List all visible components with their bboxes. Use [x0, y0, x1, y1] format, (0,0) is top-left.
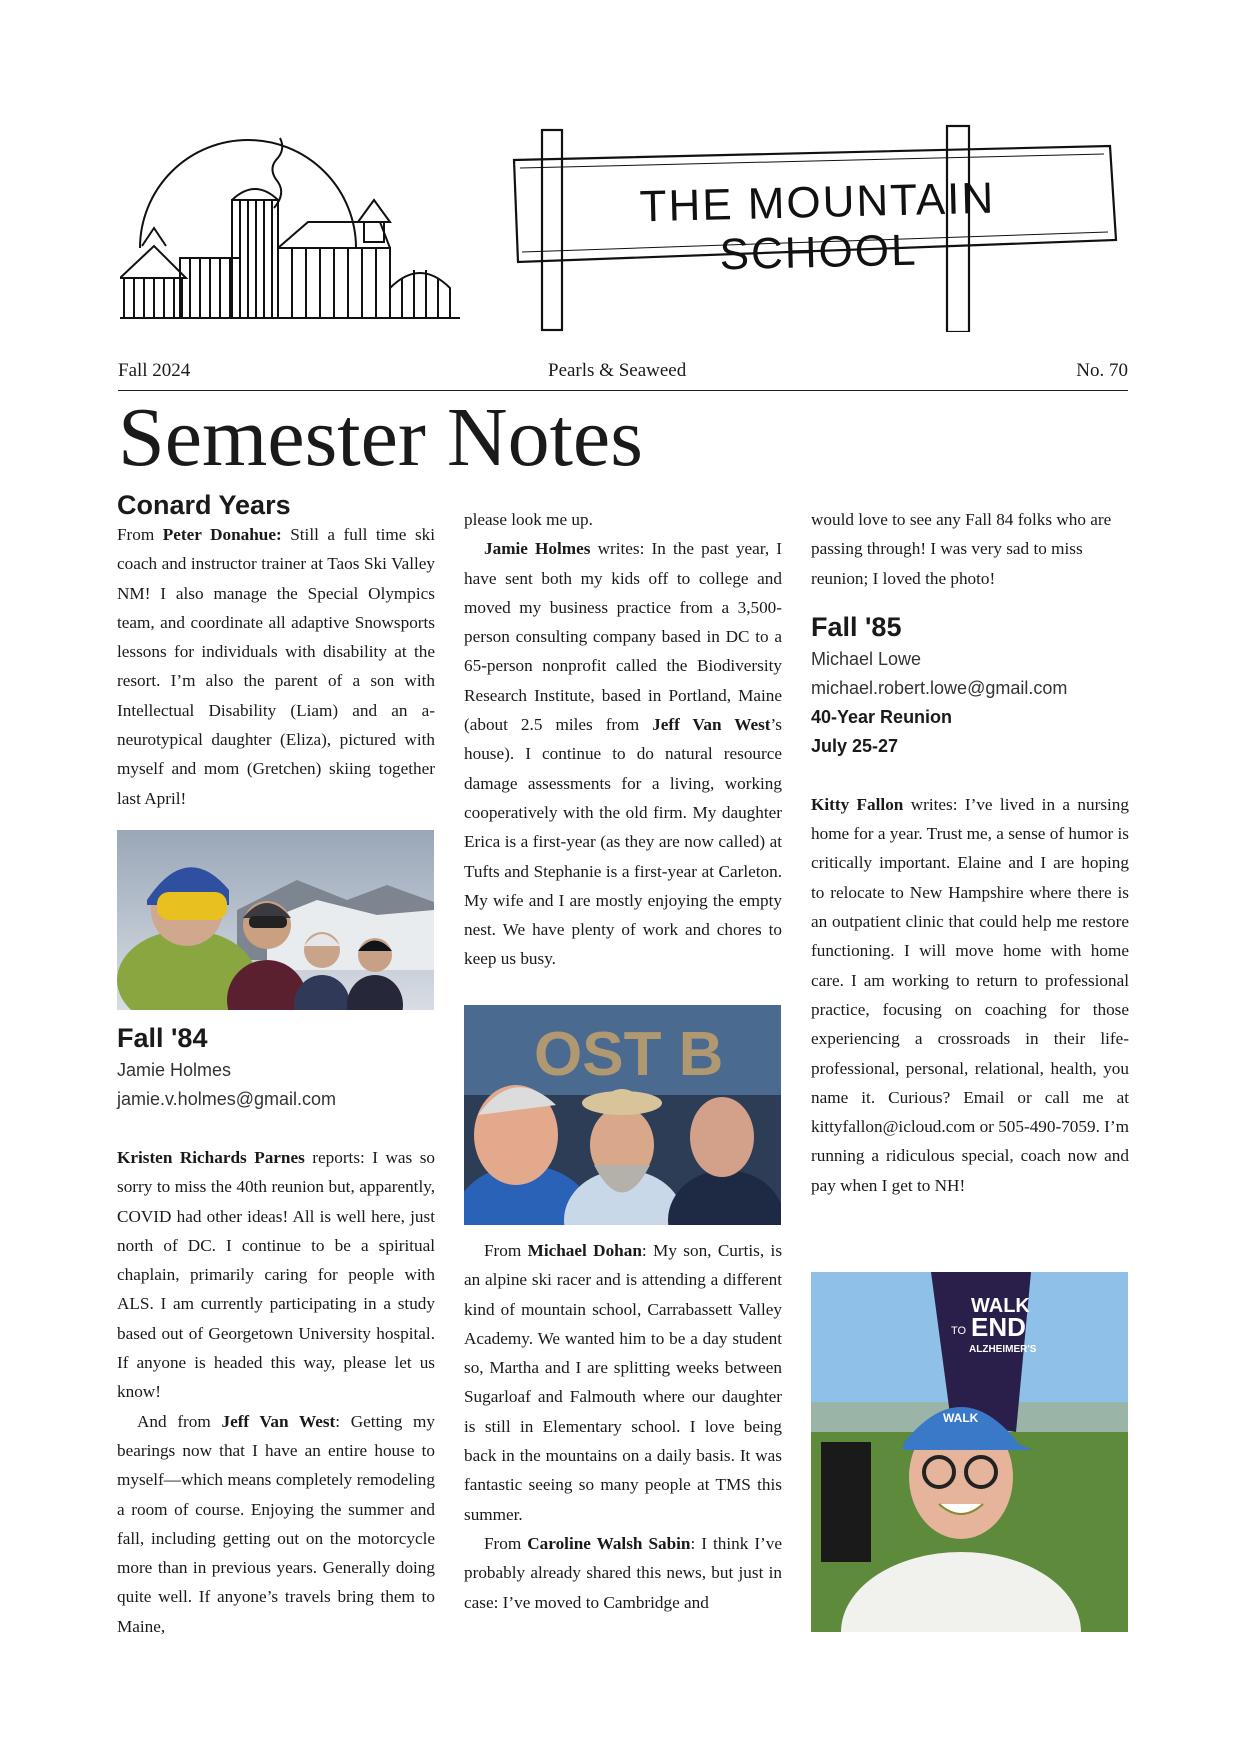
section-heading-fall84: Fall '84: [117, 1023, 208, 1053]
page-title: Semester Notes: [118, 391, 643, 484]
body-text: Still a full time ski coach and instructor trainer at Taos Ski Valley NM! I also manage the Special Olympics team, and coordinate all adaptive Snowsports lessons for individuals with disability at the resort. I’m also the parent of a son with Intellectual Disability (Liam) and an a-neurotypical daughter (Eliza), pictured with myself and mom (Gretchen) skiing together last April!: [117, 525, 435, 808]
class-agent-email[interactable]: jamie.v.holmes@gmail.com: [117, 1089, 336, 1109]
author-name: Michael Dohan: [527, 1241, 642, 1260]
friends-photo: [464, 1005, 781, 1225]
class-agent-email[interactable]: michael.robert.lowe@gmail.com: [811, 677, 1068, 698]
body-text: : I think I’ve probably already shared this news, but just in case: I’ve moved to Cambridge and: [464, 1533, 782, 1612]
lead: From: [117, 525, 163, 544]
ski-family-photo: [117, 830, 434, 1010]
author-name: Kristen Richards Parnes: [117, 1148, 305, 1167]
farm-illustration: [120, 128, 482, 328]
column-2-lower: [464, 1236, 782, 1617]
class-agent-name: Jamie Holmes: [117, 1060, 232, 1080]
author-name: Jamie Holmes: [484, 539, 591, 559]
paragraph-holmes: [464, 534, 782, 973]
body-text: : My son, Curtis, is an alpine ski racer and is attending a different kind of mountain school, Carrabassett Valley Academy. We wanted him to be a day student so, Martha and I are splitting weeks between Sugarloaf and Falmouth where our daughter is still in Elementary school. I love being back in the mountains on a daily basis. It was fantastic seeing so many people at TMS this summer.: [464, 1241, 783, 1524]
mentioned-name: Jeff Van West: [652, 715, 771, 735]
paragraph-parnes: [117, 1143, 435, 1407]
section-heading-conard: Conard Years: [117, 490, 291, 520]
paragraph-continued: please look me up.: [464, 510, 593, 529]
column-3: [811, 505, 1129, 1200]
paragraph-continued: would love to see any Fall 84 folks who are passing through! I was very sad to miss reunion; I loved the photo!: [811, 510, 1112, 588]
paragraph-van-west: [117, 1407, 435, 1641]
body-text: : Getting my bearings now that I have an entire house to myself—which means completely remodeling a room of course. Enjoying the summer and fall, including getting out on the motorcycle more than in previous years. Generally doing quite well. If anyone’s travels bring them to Maine,: [117, 1411, 435, 1636]
issue-number: No. 70: [1076, 360, 1128, 381]
banner-line-4: ALZHEIMER'S: [969, 1344, 1037, 1355]
column-1-lower: [117, 1020, 435, 1641]
paragraph-fallon: [811, 790, 1129, 1200]
body-text: ’s house). I continue to do natural resource damage assessments for a living, working cooperatively with the old firm. My daughter Erica is a first-year (as they are now called) at Tufts and Stephanie is a first-year at Carleton. My wife and I are mostly enjoying the empty nest. We have plenty of work and chores to keep us busy.: [464, 715, 782, 969]
banner-line-3: END: [971, 1312, 1026, 1342]
lead: From: [484, 1533, 528, 1553]
author-name: Caroline Walsh Sabin: [527, 1533, 691, 1553]
column-1: [117, 488, 435, 813]
issue-season: Fall 2024: [118, 360, 191, 381]
reunion-title: 40-Year Reunion: [811, 706, 953, 727]
banner-line-2: TO: [951, 1325, 967, 1337]
author-name: Peter Donahue:: [162, 525, 282, 544]
banner-line-1: WALK: [971, 1295, 1030, 1317]
section-heading-fall85: Fall '85: [811, 611, 902, 642]
lead: From: [484, 1241, 528, 1260]
author-name: Kitty Fallon: [811, 794, 904, 814]
school-sign: [510, 122, 1130, 332]
class-agent-name: Michael Lowe: [811, 648, 922, 669]
sign-text: THE MOUNTAIN SCHOOL: [639, 173, 996, 280]
author-name: Jeff Van West: [221, 1411, 336, 1431]
body-text: writes: I’ve lived in a nursing home for a year. Trust me, a sense of humor is critically important. Elaine and I are hoping to relocate to New Hampshire where there is an outpatient clinic that could help me restore functioning. I will move home with home care. I am working to return to professional practice, focusing on coaching for those experiencing a crossroads in their life-professional, personal, relational, health, you name it. Curious? Email or call me at kittyfallon@icloud.com or 505-490-7059. I’m running a ridiculous special, coach now and pay when I get to NH!: [811, 794, 1129, 1195]
mural-lettering: OST B: [534, 1020, 724, 1089]
body-text: reports: I was so sorry to miss the 40th reunion but, apparently, COVID had other ideas! All is well here, just north of DC. I continue to be a spiritual chaplain, primarily caring for people with ALS. I am currently participating in a study based out of Georgetown University hospital. If anyone is headed this way, please let us know!: [117, 1148, 435, 1402]
cap-lettering: WALK: [943, 1411, 979, 1425]
lead: And from: [137, 1411, 222, 1431]
reunion-dates: July 25-27: [811, 735, 899, 756]
body-text: writes: In the past year, I have sent both my kids off to college and moved my business practice from a 3,500-person consulting company based in DC to a 65-person nonprofit called the Biodiversity Research Institute, based in Portland, Maine (about 2.5 miles from: [464, 539, 782, 735]
issue-name: Pearls & Seaweed: [548, 360, 687, 381]
paragraph-donahue: [117, 520, 435, 813]
column-2: [464, 505, 782, 974]
paragraph-sabin: [464, 1529, 782, 1617]
paragraph-dohan: [464, 1236, 782, 1529]
kitty-fallon-photo: [811, 1272, 1128, 1632]
